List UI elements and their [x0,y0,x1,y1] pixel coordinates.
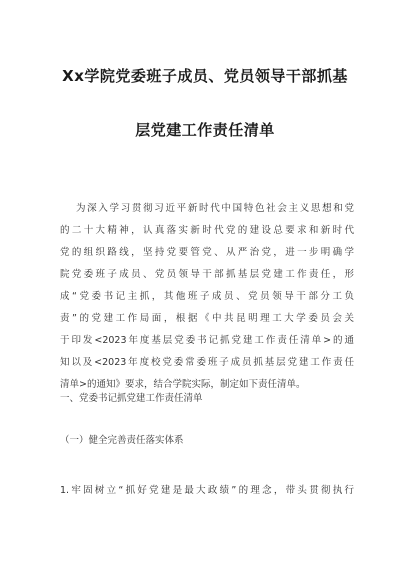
document-title-line-1: Xx学院党委班子成员、党员领导干部抓基 [62,67,348,85]
section-heading: 一、党委书记抓党建工作责任清单 [60,393,203,404]
intro-line: 清单>的通知》要求，结合学院实际，制定如下责任清单。 [60,379,306,390]
intro-line: 的二十大精神，认真落实新时代党的建设总要求和新时代 [60,225,354,236]
intro-line: 党的组织路线，坚持党要管党、从严治党，进一步明确学 [60,247,354,258]
intro-line: 于印发<2023年度基层党委书记抓党建工作责任清单>的通 [60,335,354,346]
intro-line: 成“党委书记主抓，其他班子成员、党员领导干部分工负 [60,291,354,302]
intro-line: 院党委班子成员、党员领导干部抓基层党建工作责任，形 [60,269,354,280]
intro-line: 为深入学习贯彻习近平新时代中国特色社会主义思想和党 [76,203,354,214]
intro-line: 知以及<2023年度校党委常委班子成员抓基层党建工作责任 [60,357,354,368]
list-item: 1.牢固树立“抓好党建是最大政绩”的理念，带头贯彻执行 [60,485,354,496]
intro-paragraph [60,198,354,396]
subsection-heading: （一）健全完善责任落实体系 [60,435,184,446]
document-title-line-2: 层党建工作责任清单 [135,121,275,139]
intro-line: 责”的党建工作局面，根据《中共昆明理工大学委员会关 [60,313,354,324]
